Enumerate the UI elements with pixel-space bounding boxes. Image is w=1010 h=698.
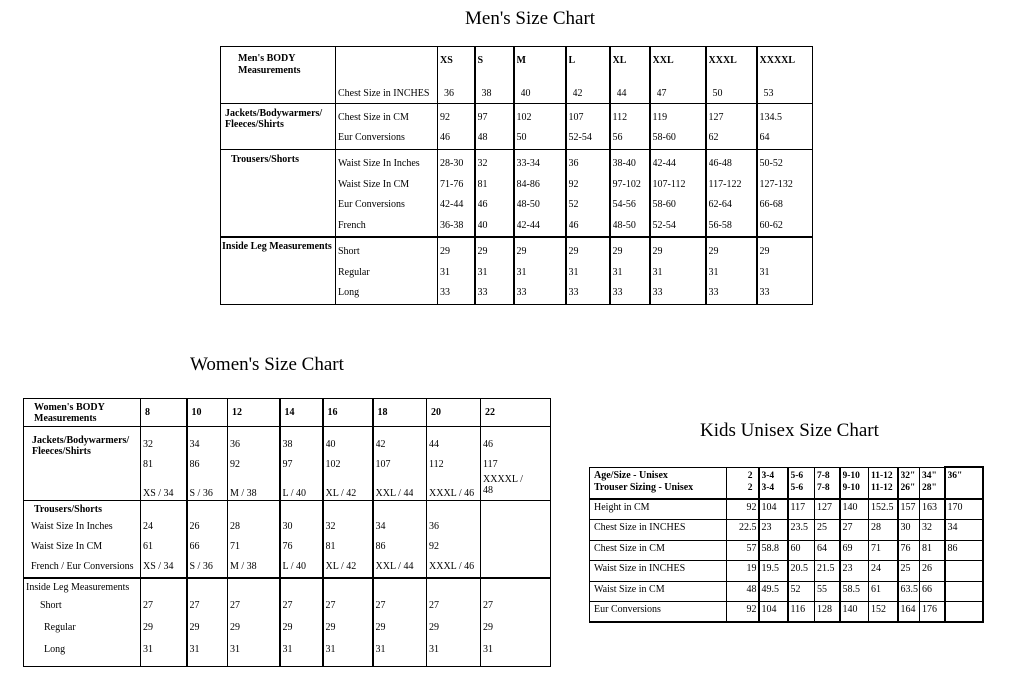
women-value-cell: 31 [483, 644, 493, 655]
women-value-cell: XXL / 44 [375, 561, 414, 572]
men-value-cell: 56 [612, 132, 623, 143]
women-jackets-inches: 32 [143, 439, 153, 450]
men-value-cell: 29 [612, 246, 623, 257]
women-value-cell: 29 [143, 622, 153, 633]
kids-row-label: Height in CM [594, 502, 650, 513]
women-jackets-cm: 102 [325, 459, 341, 470]
kids-value-cell: 76 [900, 542, 911, 554]
women-value-cell: 92 [429, 541, 439, 552]
kids-size-label: 7-8 [817, 482, 830, 493]
women-jackets-eur: L / 40 [282, 488, 307, 499]
kids-value-cell: 157 [900, 502, 916, 513]
men-chest-inches-value: 36 [444, 88, 454, 99]
men-value-cell: 117-122 [708, 178, 742, 190]
men-value-cell: 42-44 [652, 158, 676, 169]
kids-value-cell: 48 [746, 583, 757, 595]
kids-size-label: 9-10 [842, 482, 860, 493]
kids-row-label: Waist Size in CM [594, 583, 665, 595]
women-row-label: French / Eur Conversions [31, 561, 134, 572]
women-jackets-cm: 81 [143, 459, 153, 470]
kids-value-cell: 19 [746, 563, 757, 574]
women-value-cell: 81 [325, 541, 336, 552]
women-value-cell: 31 [429, 644, 439, 655]
women-trousers-label: Trousers/Shorts [34, 504, 102, 515]
kids-value-cell: 176 [922, 604, 937, 615]
kids-value-cell: 81 [922, 542, 932, 554]
kids-value-cell: 152 [871, 604, 886, 615]
kids-value-cell: 66 [922, 583, 932, 595]
men-value-cell: 31 [477, 266, 488, 278]
men-chart-title: Men's Size Chart [465, 8, 596, 29]
women-jackets-inches: 36 [230, 439, 240, 450]
men-value-cell: 31 [708, 266, 719, 278]
men-size-header [438, 47, 475, 104]
kids-size-label: 3-4 [761, 470, 775, 481]
women-value-cell: 28 [230, 521, 240, 532]
women-value-cell: 27 [483, 600, 493, 611]
men-value-cell: 112 [612, 112, 628, 123]
women-value-cell: 27 [143, 600, 153, 611]
women-jackets-inches: 42 [375, 439, 386, 450]
men-size-header [566, 47, 610, 104]
women-jackets-cm: 86 [189, 459, 200, 470]
women-value-cell: 71 [230, 541, 240, 552]
men-row-label: Long [338, 287, 360, 298]
women-value-cell: 27 [325, 600, 336, 611]
kids-size-table [589, 466, 984, 623]
kids-value-cell: 21.5 [817, 563, 835, 574]
men-value-cell: 58-60 [652, 132, 676, 143]
women-jackets-eur: S / 36 [189, 488, 213, 499]
kids-size-label: 36" [947, 471, 963, 481]
men-value-cell: 92 [568, 178, 579, 190]
women-size-table [23, 398, 551, 667]
men-chest-inches-value: 47 [656, 88, 667, 99]
women-leg-label: Inside Leg Measurements [26, 582, 130, 593]
men-value-cell: 33 [516, 287, 527, 298]
men-size-header [650, 47, 706, 104]
kids-size-label: 2 [747, 482, 753, 493]
men-value-cell: 40 [477, 219, 488, 231]
men-value-cell: 31 [612, 266, 623, 278]
kids-value-cell: 104 [761, 502, 777, 513]
women-row-label: Waist Size In CM [31, 541, 103, 552]
women-jackets-cm: 107 [375, 459, 391, 470]
men-size-label: M [516, 55, 526, 66]
kids-value-cell: 140 [842, 604, 858, 615]
kids-size-label: 28" [922, 482, 937, 493]
men-value-cell: 66-68 [759, 199, 783, 210]
men-value-cell: 46 [440, 132, 450, 143]
men-value-cell: 92 [440, 112, 450, 123]
kids-chart-title: Kids Unisex Size Chart [700, 420, 879, 441]
kids-value-cell: 61 [871, 583, 881, 595]
kids-value-cell: 22.5 [739, 522, 757, 533]
kids-size-label: 5-6 [790, 482, 804, 493]
men-value-cell: 29 [708, 246, 719, 257]
women-value-cell: 31 [189, 644, 200, 655]
men-chest-inches-value: 53 [763, 88, 774, 99]
men-row-label: Eur Conversions [338, 132, 405, 143]
kids-value-cell: 52 [790, 583, 801, 595]
kids-value-cell: 117 [790, 502, 806, 513]
men-size-label: XS [440, 55, 453, 66]
women-jackets-eur: XS / 34 [143, 488, 174, 499]
kids-value-cell: 30 [900, 522, 911, 533]
women-value-cell: 30 [282, 521, 293, 532]
kids-value-cell: 92 [746, 604, 757, 615]
men-value-cell: 33 [652, 287, 663, 298]
kids-value-cell: 116 [790, 604, 806, 615]
women-value-cell: 26 [189, 521, 200, 532]
men-row-label: Waist Size In CM [338, 178, 410, 190]
kids-value-cell: 140 [842, 502, 858, 513]
women-value-cell: 29 [282, 622, 293, 633]
kids-value-cell: 152.5 [871, 502, 894, 513]
men-value-cell: 58-60 [652, 199, 676, 210]
kids-size-label: 9-10 [842, 470, 860, 481]
men-value-cell: 127 [708, 112, 724, 123]
men-value-cell: 52-54 [568, 132, 592, 143]
women-jackets-cm: 97 [282, 459, 293, 470]
men-value-cell: 29 [568, 246, 579, 257]
men-row-label: French [338, 219, 366, 231]
kids-value-cell: 69 [842, 542, 853, 554]
women-jackets-inches: 46 [483, 439, 493, 450]
men-value-cell: 29 [477, 246, 488, 257]
kids-row-label: Chest Size in INCHES [594, 522, 686, 533]
men-value-cell: 29 [516, 246, 527, 257]
women-value-cell: 29 [483, 622, 493, 633]
men-value-cell: 97 [477, 112, 488, 123]
kids-value-cell: 23.5 [790, 522, 808, 533]
men-value-cell: 107-112 [652, 178, 686, 190]
kids-value-cell: 58.5 [842, 583, 860, 595]
men-value-cell: 119 [652, 112, 668, 123]
kids-size-label: 2 [747, 470, 753, 481]
men-size-header [475, 47, 514, 104]
women-value-cell: 27 [189, 600, 200, 611]
men-header-label: Men's BODY Measurements [221, 47, 336, 104]
men-value-cell: 33 [612, 287, 623, 298]
women-value-cell: XXXL / 46 [429, 561, 475, 572]
women-jackets-cm: 117 [483, 459, 498, 470]
women-value-cell: 27 [282, 600, 293, 611]
kids-value-cell: 34 [947, 522, 958, 533]
men-value-cell: 48-50 [516, 199, 540, 210]
men-value-cell: 46 [477, 199, 488, 210]
kids-size-label: 5-6 [790, 470, 804, 481]
men-size-label: XL [612, 55, 627, 66]
kids-value-cell: 58.8 [761, 542, 779, 554]
women-value-cell: XL / 42 [325, 561, 357, 572]
kids-value-cell: 28 [871, 522, 881, 533]
kids-value-cell: 64 [817, 542, 827, 554]
men-value-cell: 107 [568, 112, 584, 123]
women-value-cell: 31 [282, 644, 293, 655]
women-value-cell: 29 [230, 622, 240, 633]
men-jackets-label: Jackets/Bodywarmers/ Fleeces/Shirts [225, 108, 323, 130]
women-value-cell: 31 [143, 644, 153, 655]
men-value-cell: 84-86 [516, 178, 540, 190]
women-value-cell: 29 [189, 622, 200, 633]
women-size-label: 8 [145, 407, 150, 418]
men-value-cell: 32 [477, 158, 488, 169]
men-value-cell: 29 [652, 246, 663, 257]
kids-row-label: Eur Conversions [594, 604, 661, 615]
kids-header-label-1: Age/Size - Unisex [594, 469, 668, 481]
women-row-label: Waist Size In Inches [31, 521, 113, 532]
women-size-label: 14 [284, 407, 295, 418]
kids-value-cell: 23 [761, 522, 772, 533]
men-chest-inches-value: 42 [572, 88, 583, 99]
men-value-cell: 54-56 [612, 199, 636, 210]
kids-value-cell: 55 [817, 583, 827, 595]
women-value-cell: 32 [325, 521, 336, 532]
women-jackets-inches: 40 [325, 439, 336, 450]
kids-value-cell: 20.5 [790, 563, 808, 574]
kids-value-cell: 163 [922, 502, 937, 513]
men-value-cell: 46-48 [708, 158, 732, 169]
women-value-cell: M / 38 [230, 561, 257, 572]
men-size-label: XXL [652, 55, 674, 66]
women-value-cell: 27 [375, 600, 386, 611]
women-value-cell: 27 [230, 600, 240, 611]
men-value-cell: 50-52 [759, 158, 783, 169]
women-size-label: 22 [485, 407, 495, 418]
kids-size-label: 26" [900, 482, 916, 493]
kids-value-cell: 23 [842, 563, 853, 574]
women-jackets-eur: XXXL / 46 [429, 488, 475, 499]
women-jackets-eur: XL / 42 [325, 488, 357, 499]
men-value-cell: 36-38 [440, 219, 464, 231]
women-size-label: 20 [431, 407, 441, 418]
men-value-cell: 97-102 [612, 178, 641, 190]
men-size-header [610, 47, 650, 104]
men-size-label: S [477, 55, 484, 66]
women-value-cell: L / 40 [282, 561, 307, 572]
men-chest-inches-value: 40 [520, 88, 531, 99]
kids-value-cell: 170 [947, 502, 963, 513]
women-value-cell: 31 [230, 644, 240, 655]
women-jackets-inches: 38 [282, 439, 293, 450]
men-value-cell: 33 [759, 287, 770, 298]
kids-size-label: 11-12 [871, 470, 893, 481]
kids-value-cell: 63.5 [900, 583, 918, 595]
men-value-cell: 33-34 [516, 158, 540, 169]
men-value-cell: 33 [477, 287, 488, 298]
men-row-label: Regular [338, 266, 370, 278]
men-value-cell: 29 [759, 246, 770, 257]
men-row-label: Chest Size in CM [338, 112, 409, 123]
kids-size-label: 11-12 [871, 482, 893, 493]
kids-row-label: Chest Size in CM [594, 542, 665, 554]
women-jackets-eur: XXXXL / 48 [483, 474, 523, 496]
women-value-cell: 36 [429, 521, 439, 532]
men-row-label: Waist Size In Inches [338, 158, 420, 169]
men-value-cell: 31 [568, 266, 579, 278]
men-value-cell: 33 [708, 287, 719, 298]
women-size-label: 16 [327, 407, 338, 418]
men-value-cell: 31 [652, 266, 663, 278]
men-value-cell: 60-62 [759, 219, 783, 231]
men-value-cell: 62-64 [708, 199, 732, 210]
women-value-cell: 31 [325, 644, 336, 655]
men-value-cell: 48 [477, 132, 488, 143]
women-jackets-eur: M / 38 [230, 488, 257, 499]
women-size-label: 12 [232, 407, 242, 418]
kids-value-cell: 127 [817, 502, 832, 513]
men-row-label: Eur Conversions [338, 199, 405, 210]
kids-value-cell: 32 [922, 522, 932, 533]
kids-value-cell: 71 [871, 542, 881, 554]
men-value-cell: 33 [568, 287, 579, 298]
women-value-cell: 34 [375, 521, 386, 532]
men-value-cell: 64 [759, 132, 770, 143]
men-value-cell: 48-50 [612, 219, 636, 231]
kids-value-cell: 57 [746, 542, 757, 554]
men-value-cell: 42-44 [516, 219, 540, 231]
women-value-cell: 29 [375, 622, 386, 633]
kids-value-cell: 104 [761, 604, 777, 615]
women-jackets-eur: XXL / 44 [375, 488, 414, 499]
men-value-cell: 36 [568, 158, 579, 169]
women-row-label: Regular [44, 622, 76, 633]
men-value-cell: 81 [477, 178, 488, 190]
men-size-header [706, 47, 757, 104]
women-jackets-label: Jackets/Bodywarmers/ Fleeces/Shirts [32, 435, 130, 457]
men-value-cell: 52 [568, 199, 579, 210]
kids-value-cell: 92 [746, 502, 757, 513]
men-row-label: Short [338, 246, 360, 257]
kids-size-label: 3-4 [761, 482, 775, 493]
women-value-cell: 61 [143, 541, 153, 552]
men-value-cell: 50 [516, 132, 527, 143]
men-chest-inches-value: 50 [712, 88, 723, 99]
women-size-label: 18 [377, 407, 388, 418]
women-value-cell: 24 [143, 521, 153, 532]
kids-row-label: Waist Size in INCHES [594, 563, 686, 574]
women-jackets-inches: 44 [429, 439, 439, 450]
men-value-cell: 33 [440, 287, 450, 298]
men-chest-inches-value: 44 [616, 88, 627, 99]
men-size-header [757, 47, 813, 104]
men-value-cell: 71-76 [440, 178, 464, 190]
kids-size-label: 34" [922, 470, 937, 481]
men-value-cell: 31 [440, 266, 450, 278]
men-size-table [220, 46, 813, 305]
women-row-label: Long [44, 644, 66, 655]
women-value-cell: 86 [375, 541, 386, 552]
men-value-cell: 52-54 [652, 219, 676, 231]
men-value-cell: 29 [440, 246, 450, 257]
kids-value-cell: 25 [817, 522, 827, 533]
men-size-label: XXXL [708, 55, 737, 66]
women-value-cell: 27 [429, 600, 439, 611]
women-header-label: Women's BODY Measurements [34, 402, 105, 424]
women-row-label: Short [40, 600, 62, 611]
kids-value-cell: 26 [922, 563, 932, 574]
women-chart-title: Women's Size Chart [190, 354, 344, 375]
women-jackets-cm: 92 [230, 459, 240, 470]
women-value-cell: 29 [429, 622, 439, 633]
men-value-cell: 46 [568, 219, 579, 231]
women-jackets-inches: 34 [189, 439, 200, 450]
men-value-cell: 31 [759, 266, 770, 278]
kids-value-cell: 164 [900, 604, 916, 615]
men-value-cell: 134.5 [759, 112, 782, 123]
women-size-label: 10 [191, 407, 202, 418]
kids-header-label-2: Trouser Sizing - Unisex [594, 481, 694, 493]
men-trousers-label: Trousers/Shorts [231, 154, 299, 165]
kids-value-cell: 27 [842, 522, 853, 533]
women-value-cell: 66 [189, 541, 200, 552]
kids-size-label: 32" [900, 470, 916, 481]
kids-value-cell: 49.5 [761, 583, 779, 595]
women-value-cell: 29 [325, 622, 336, 633]
men-value-cell: 56-58 [708, 219, 732, 231]
men-size-label: XXXXL [759, 55, 796, 66]
men-value-cell: 31 [516, 266, 527, 278]
kids-value-cell: 24 [871, 563, 881, 574]
men-leg-label: Inside Leg Measurements [222, 241, 332, 252]
men-chest-inches-label: Chest Size in INCHES [338, 88, 430, 99]
kids-value-cell: 128 [817, 604, 832, 615]
women-jackets-cm: 112 [429, 459, 444, 470]
men-value-cell: 42-44 [440, 199, 464, 210]
women-value-cell: S / 36 [189, 561, 213, 572]
men-value-cell: 38-40 [612, 158, 636, 169]
kids-value-cell: 86 [947, 542, 958, 554]
women-value-cell: 31 [375, 644, 386, 655]
men-value-cell: 102 [516, 112, 532, 123]
men-size-label: L [568, 55, 576, 66]
men-value-cell: 127-132 [759, 178, 793, 190]
kids-value-cell: 25 [900, 563, 911, 574]
kids-size-label: 7-8 [817, 470, 830, 481]
men-size-header [514, 47, 566, 104]
women-value-cell: 76 [282, 541, 293, 552]
kids-value-cell: 60 [790, 542, 801, 554]
men-value-cell: 28-30 [440, 158, 464, 169]
men-value-cell: 62 [708, 132, 719, 143]
women-value-cell: XS / 34 [143, 561, 174, 572]
men-chest-inches-value: 38 [481, 88, 492, 99]
kids-value-cell: 19.5 [761, 563, 779, 574]
